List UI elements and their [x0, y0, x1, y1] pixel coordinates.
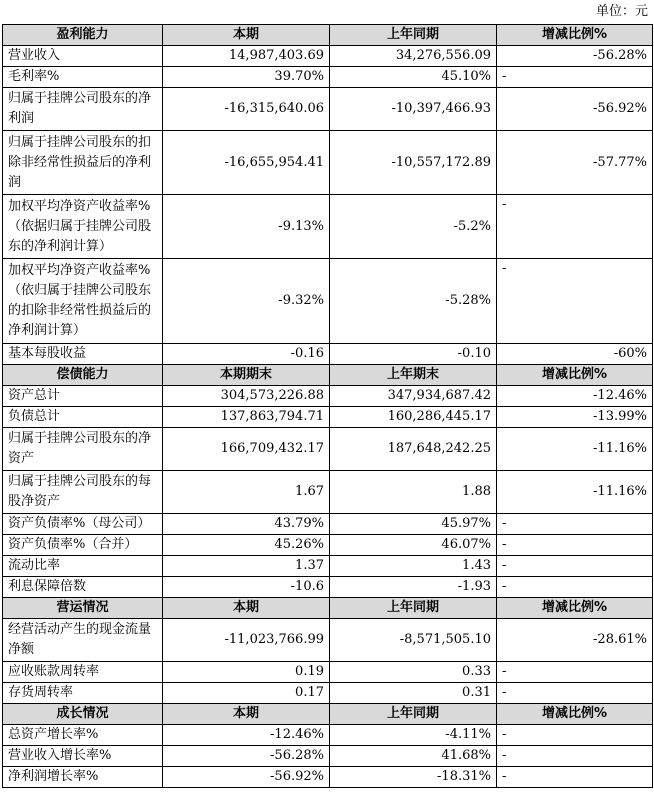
change-ratio: -: [497, 746, 653, 767]
previous-value: -5.28%: [330, 259, 497, 344]
column-header: 上年同期: [330, 598, 497, 619]
row-label: 总资产增长率%: [3, 725, 163, 746]
row-label: 利息保障倍数: [3, 577, 163, 598]
table-row: [3, 407, 653, 428]
change-ratio: -: [497, 535, 653, 556]
table-row: [3, 619, 653, 662]
previous-value: 160,286,445.17: [330, 407, 497, 428]
row-label: 归属于挂牌公司股东的每股净资产: [3, 471, 163, 514]
table-row: [3, 46, 653, 67]
change-ratio: -11.16%: [497, 471, 653, 514]
previous-value: 1.43: [330, 556, 497, 577]
row-label: 归属于挂牌公司股东的净资产: [3, 428, 163, 471]
table-row: [3, 683, 653, 704]
column-header: 增减比例%: [497, 704, 653, 725]
change-ratio: -28.61%: [497, 619, 653, 662]
current-value: 1.37: [163, 556, 330, 577]
previous-value: -5.2%: [330, 195, 497, 259]
table-row: [3, 428, 653, 471]
current-value: -0.16: [163, 344, 330, 365]
row-label: 归属于挂牌公司股东的净利润: [3, 88, 163, 131]
row-label: 净利润增长率%: [3, 767, 163, 788]
change-ratio: -57.77%: [497, 131, 653, 195]
previous-value: 45.97%: [330, 514, 497, 535]
change-ratio: -60%: [497, 344, 653, 365]
table-row: [3, 88, 653, 131]
row-label: 加权平均净资产收益率%（依据归属于挂牌公司股东的净利润计算）: [3, 195, 163, 259]
column-header: 本期: [163, 598, 330, 619]
row-label: 加权平均净资产收益率%（依归属于挂牌公司股东的扣除非经常性损益后的净利润计算）: [3, 259, 163, 344]
table-row: [3, 131, 653, 195]
column-header: 上年同期: [330, 25, 497, 46]
financial-indicators-table: [2, 24, 653, 788]
previous-value: -10,557,172.89: [330, 131, 497, 195]
table-row: [3, 662, 653, 683]
current-value: 0.19: [163, 662, 330, 683]
unit-label: 单位：元: [595, 4, 648, 19]
row-label: 流动比率: [3, 556, 163, 577]
previous-value: 347,934,687.42: [330, 386, 497, 407]
table-row: [3, 195, 653, 259]
column-header: 本期: [163, 704, 330, 725]
table-row: [3, 471, 653, 514]
previous-value: 34,276,556.09: [330, 46, 497, 67]
row-label: 资产总计: [3, 386, 163, 407]
change-ratio: -: [497, 577, 653, 598]
row-label: 归属于挂牌公司股东的扣除非经常性损益后的净利润: [3, 131, 163, 195]
row-label: 营业收入: [3, 46, 163, 67]
previous-value: -8,571,505.10: [330, 619, 497, 662]
previous-value: -0.10: [330, 344, 497, 365]
previous-value: 45.10%: [330, 67, 497, 88]
current-value: -16,655,954.41: [163, 131, 330, 195]
current-value: -12.46%: [163, 725, 330, 746]
table-row: [3, 514, 653, 535]
change-ratio: -: [497, 259, 653, 344]
change-ratio: -: [497, 725, 653, 746]
current-value: 39.70%: [163, 67, 330, 88]
current-value: -9.13%: [163, 195, 330, 259]
change-ratio: -: [497, 662, 653, 683]
section-header-row: [3, 365, 653, 386]
change-ratio: -11.16%: [497, 428, 653, 471]
row-label: 负债总计: [3, 407, 163, 428]
previous-value: -10,397,466.93: [330, 88, 497, 131]
current-value: 43.79%: [163, 514, 330, 535]
change-ratio: -: [497, 767, 653, 788]
section-title: 营运情况: [3, 598, 163, 619]
row-label: 营业收入增长率%: [3, 746, 163, 767]
row-label: 存货周转率: [3, 683, 163, 704]
section-header-row: [3, 598, 653, 619]
current-value: 14,987,403.69: [163, 46, 330, 67]
previous-value: 46.07%: [330, 535, 497, 556]
row-label: 基本每股收益: [3, 344, 163, 365]
row-label: 资产负债率%（母公司）: [3, 514, 163, 535]
column-header: 增减比例%: [497, 25, 653, 46]
change-ratio: -56.28%: [497, 46, 653, 67]
current-value: -16,315,640.06: [163, 88, 330, 131]
previous-value: 187,648,242.25: [330, 428, 497, 471]
section-title: 偿债能力: [3, 365, 163, 386]
change-ratio: -: [497, 683, 653, 704]
table-row: [3, 259, 653, 344]
section-header-row: [3, 704, 653, 725]
change-ratio: -: [497, 195, 653, 259]
current-value: -56.28%: [163, 746, 330, 767]
row-label: 应收账款周转率: [3, 662, 163, 683]
table-row: [3, 577, 653, 598]
current-value: 304,573,226.88: [163, 386, 330, 407]
change-ratio: -: [497, 514, 653, 535]
change-ratio: -12.46%: [497, 386, 653, 407]
row-label: 毛利率%: [3, 67, 163, 88]
previous-value: 0.33: [330, 662, 497, 683]
column-header: 增减比例%: [497, 365, 653, 386]
current-value: -11,023,766.99: [163, 619, 330, 662]
current-value: -10.6: [163, 577, 330, 598]
previous-value: 1.88: [330, 471, 497, 514]
column-header: 上年同期: [330, 704, 497, 725]
table-row: [3, 746, 653, 767]
previous-value: -1.93: [330, 577, 497, 598]
previous-value: 41.68%: [330, 746, 497, 767]
column-header: 上年期末: [330, 365, 497, 386]
current-value: -9.32%: [163, 259, 330, 344]
current-value: 45.26%: [163, 535, 330, 556]
current-value: 0.17: [163, 683, 330, 704]
section-header-row: [3, 25, 653, 46]
change-ratio: -56.92%: [497, 88, 653, 131]
current-value: 1.67: [163, 471, 330, 514]
previous-value: 0.31: [330, 683, 497, 704]
current-value: -56.92%: [163, 767, 330, 788]
table-row: [3, 767, 653, 788]
table-row: [3, 725, 653, 746]
table-row: [3, 67, 653, 88]
table-row: [3, 556, 653, 577]
current-value: 137,863,794.71: [163, 407, 330, 428]
column-header: 本期期末: [163, 365, 330, 386]
change-ratio: -: [497, 67, 653, 88]
change-ratio: -13.99%: [497, 407, 653, 428]
current-value: 166,709,432.17: [163, 428, 330, 471]
previous-value: -4.11%: [330, 725, 497, 746]
column-header: 本期: [163, 25, 330, 46]
section-title: 盈利能力: [3, 25, 163, 46]
column-header: 增减比例%: [497, 598, 653, 619]
table-row: [3, 535, 653, 556]
section-title: 成长情况: [3, 704, 163, 725]
row-label: 经营活动产生的现金流量净额: [3, 619, 163, 662]
row-label: 资产负债率%（合并）: [3, 535, 163, 556]
table-row: [3, 344, 653, 365]
table-row: [3, 386, 653, 407]
previous-value: -18.31%: [330, 767, 497, 788]
change-ratio: -: [497, 556, 653, 577]
